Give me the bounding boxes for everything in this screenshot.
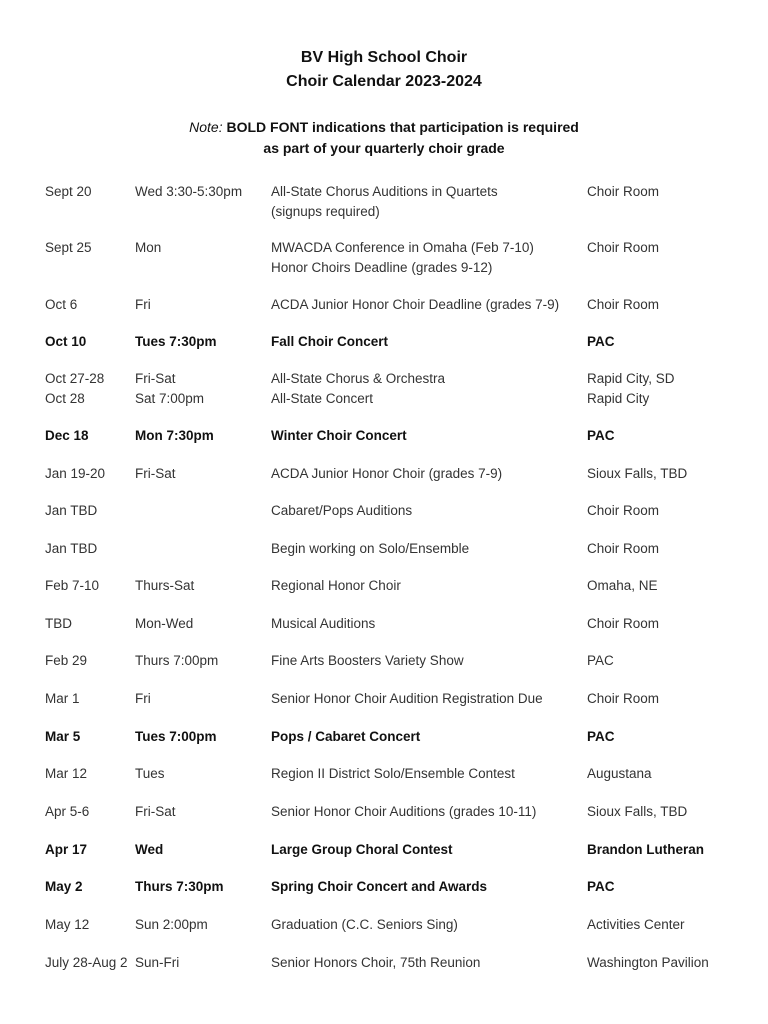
event-day-time: Tues 7:00pm [135,729,217,744]
event-location: Omaha, NE [587,578,658,593]
event-date: Apr 5-6 [45,804,90,819]
event-location: Choir Room [587,184,660,199]
event-day-time: Mon 7:30pm [135,428,214,443]
event-date: Jan 19-20 [45,466,106,481]
event-day-time: Sat 7:00pm [135,391,205,406]
event-date: Feb 7-10 [45,578,100,593]
note [0,117,768,159]
event-title: Senior Honors Choir, 75th Reunion [271,955,481,970]
event-location: Augustana [587,766,652,781]
event-location: Choir Room [587,691,660,706]
event-title: Winter Choir Concert [271,428,407,443]
event-title: All-State Concert [271,391,374,406]
event-location: Washington Pavilion [587,955,709,970]
event-date: Mar 5 [45,729,81,744]
event-date: Sept 20 [45,184,92,199]
event-day-time: Fri-Sat [135,371,176,386]
event-day-time: Thurs 7:00pm [135,653,219,668]
event-title: Musical Auditions [271,616,376,631]
event-day-time: Wed [135,842,164,857]
event-date: Oct 28 [45,391,85,406]
event-date: Sept 25 [45,240,92,255]
event-location: PAC [587,653,614,668]
event-location: Choir Room [587,240,660,255]
event-day-time: Mon [135,240,162,255]
event-title-line-2: Honor Choirs Deadline (grades 9-12) [271,259,493,275]
event-location: Rapid City, SD [587,371,675,386]
event-location: PAC [587,428,615,443]
event-title: Pops / Cabaret Concert [271,729,421,744]
event-day-time: Thurs 7:30pm [135,879,224,894]
event-title [271,182,498,221]
event-day-time: Fri [135,297,151,312]
event-date: Dec 18 [45,428,89,443]
event-title: Large Group Choral Contest [271,842,453,857]
event-date: May 2 [45,879,83,894]
event-location: Sioux Falls, TBD [587,466,688,481]
note-line-1: BOLD FONT indications that participation is required [226,119,579,135]
event-location: Choir Room [587,616,660,631]
event-date: Oct 10 [45,334,87,349]
event-day-time: Fri-Sat [135,466,176,481]
event-location: Rapid City [587,391,650,406]
header [0,46,768,94]
event-location: Choir Room [587,503,660,518]
event-day-time: Tues 7:30pm [135,334,217,349]
event-day-time: Mon-Wed [135,616,194,631]
event-title: Cabaret/Pops Auditions [271,503,413,518]
note-label: Note: [189,119,223,135]
note-line-2: as part of your quarterly choir grade [263,140,505,156]
event-title [271,238,534,277]
event-title-line-1: MWACDA Conference in Omaha (Feb 7-10) [271,240,534,255]
event-location: PAC [587,334,615,349]
event-location: PAC [587,879,615,894]
event-title: Region II District Solo/Ensemble Contest [271,766,515,781]
event-title: Regional Honor Choir [271,578,401,593]
event-title-line-1: All-State Chorus Auditions in Quartets [271,184,498,199]
event-day-time: Sun 2:00pm [135,917,208,932]
page-title: BV High School Choir [300,49,468,66]
page-subtitle: Choir Calendar 2023-2024 [286,73,482,90]
event-date: Mar 1 [45,691,80,706]
event-title: Senior Honor Choir Auditions (grades 10-11) [271,804,537,819]
event-title: Spring Choir Concert and Awards [271,879,488,894]
event-location: Brandon Lutheran [587,842,704,857]
event-date: Jan TBD [45,503,98,518]
event-date: May 12 [45,917,90,932]
event-day-time: Tues [135,766,165,781]
event-day-time: Fri-Sat [135,804,176,819]
event-day-time: Thurs-Sat [135,578,195,593]
event-date: July 28-Aug 2 [45,955,128,970]
event-date: Apr 17 [45,842,88,857]
event-title: Fine Arts Boosters Variety Show [271,653,464,668]
event-day-time: Wed 3:30-5:30pm [135,184,243,199]
event-title: Begin working on Solo/Ensemble [271,541,470,556]
event-title: Fall Choir Concert [271,334,389,349]
event-date: Mar 12 [45,766,88,781]
event-day-time: Fri [135,691,151,706]
event-title: Senior Honor Choir Audition Registration Due [271,691,543,706]
event-title-line-2: (signups required) [271,203,380,219]
event-location: Choir Room [587,297,660,312]
event-date: TBD [45,616,72,631]
event-title: All-State Chorus & Orchestra [271,371,446,386]
event-date: Oct 6 [45,297,78,312]
event-location: Choir Room [587,541,660,556]
event-location: Activities Center [587,917,685,932]
event-date: Oct 27-28 [45,371,105,386]
event-location: PAC [587,729,615,744]
event-date: Jan TBD [45,541,98,556]
event-date: Feb 29 [45,653,88,668]
event-day-time: Sun-Fri [135,955,180,970]
event-title: Graduation (C.C. Seniors Sing) [271,917,458,932]
event-title: ACDA Junior Honor Choir Deadline (grades 7-9) [271,297,560,312]
event-title: ACDA Junior Honor Choir (grades 7-9) [271,466,503,481]
event-location: Sioux Falls, TBD [587,804,688,819]
